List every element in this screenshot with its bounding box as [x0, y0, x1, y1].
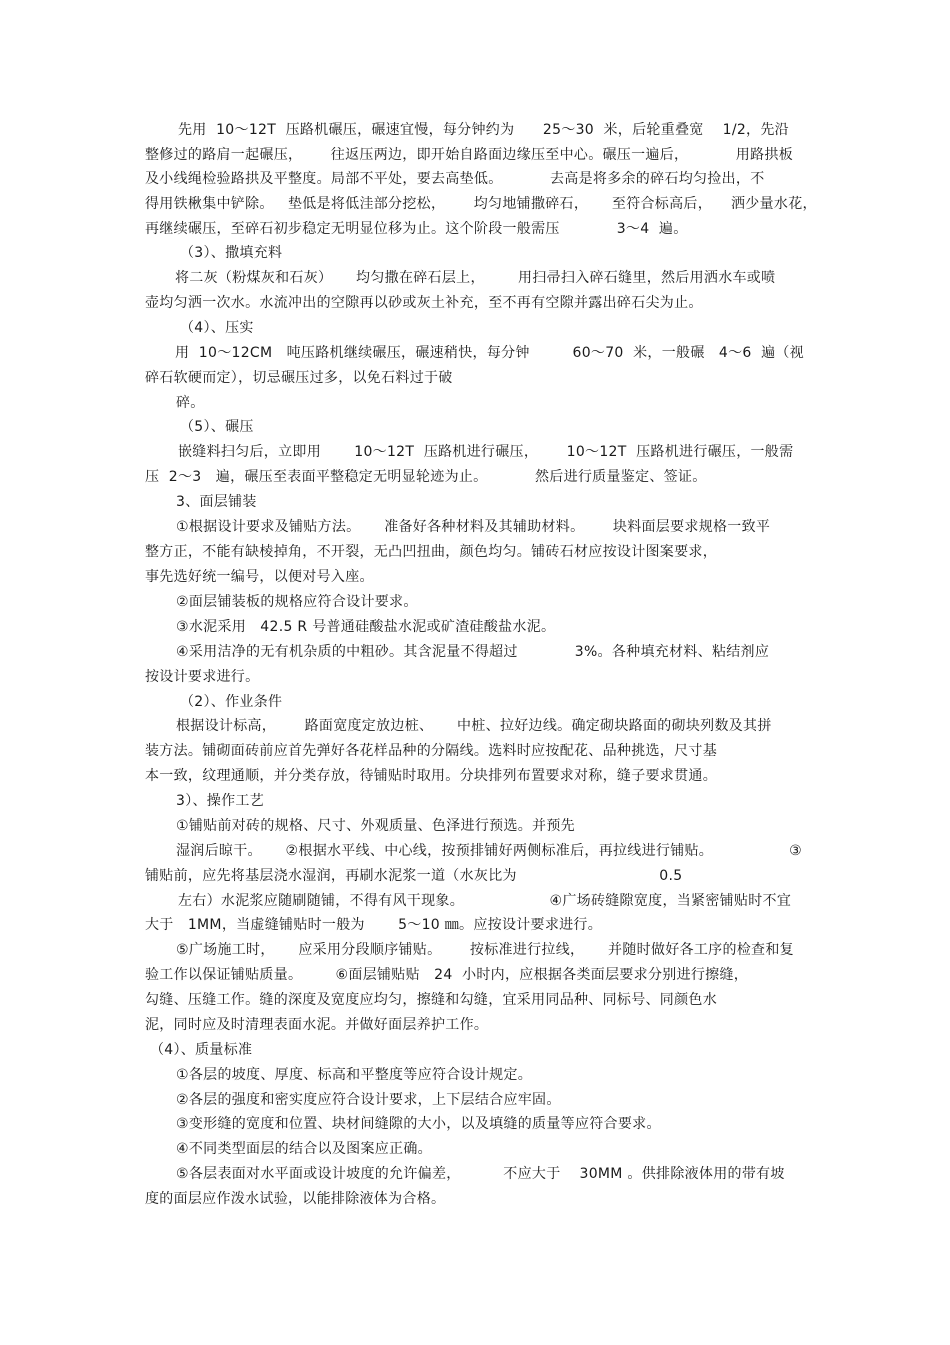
text-line: 碎石软硬而定），切忌碾压过多，以免石料过于破: [145, 370, 453, 386]
text-line: 铺贴前，应先将基层浇水湿润，再刷水泥浆一道（水灰比为 0.5: [145, 868, 683, 884]
text-line: ④不同类型面层的结合以及图案应正确。: [176, 1141, 432, 1157]
text-line: 嵌缝料扫匀后，立即用 10～12T 压路机进行碾压， 10～12T 压路机进行碾压，一般需: [178, 444, 794, 460]
text-line: 再继续碾压，至碎石初步稳定无明显位移为止。这个阶段一般需压 3～4 遍。: [145, 221, 688, 237]
text-line: 大于 1MM，当虚缝铺贴时一般为 5～10 ㎜。应按设计要求进行。: [145, 917, 603, 933]
text-line: ②各层的强度和密实度应符合设计要求，上下层结合应牢固。: [176, 1092, 561, 1108]
text-line: 按设计要求进行。: [145, 669, 260, 685]
text-line: 得用铁楸集中铲除。 垫低是将低洼部分挖松， 均匀地铺撒碎石， 至符合标高后， 洒少量水花，: [145, 196, 817, 212]
text-line: 度的面层应作泼水试验，以能排除液体为合格。: [145, 1191, 446, 1207]
text-line: 湿润后晾干。 ②根据水平线、中心线，按预排铺好两侧标准后，再拉线进行铺贴。 ③: [176, 843, 802, 859]
section-heading: （3）、撒填充料: [180, 245, 283, 261]
section-heading: 3）、操作工艺: [176, 793, 265, 809]
text-line: ⑤广场施工时， 应采用分段顺序铺贴。 按标准进行拉线， 并随时做好各工序的检查和复: [176, 942, 794, 958]
text-line: ①根据设计要求及铺贴方法。 准备好各种材料及其辅助材料。 块料面层要求规格一致平: [176, 519, 771, 535]
section-heading: 3、面层铺装: [176, 494, 257, 510]
section-heading: （2）、作业条件: [180, 694, 283, 710]
section-heading: （4）、压实: [180, 320, 254, 336]
text-line: 本一致，纹理通顺，并分类存放，待铺贴时取用。分块排列布置要求对称，缝子要求贯通。: [145, 768, 717, 784]
section-heading: （5）、碾压: [180, 419, 254, 435]
text-line: ③变形缝的宽度和位置、块材间缝隙的大小，以及填缝的质量等应符合要求。: [176, 1116, 661, 1132]
text-line: 将二灰（粉煤灰和石灰） 均匀撒在碎石层上， 用扫帚扫入碎石缝里，然后用洒水车或喷: [175, 270, 776, 286]
text-line: ⑤各层表面对水平面或设计坡度的允许偏差， 不应大于 30MM 。供排除液体用的带有坡: [176, 1166, 785, 1182]
text-line: ④采用洁净的无有机杂质的中粗砂。其含泥量不得超过 3%。各种填充材料、粘结剂应: [176, 644, 770, 660]
text-line: 压 2～3 遍，碾压至表面平整稳定无明显轮迹为止。 然后进行质量鉴定、签证。: [145, 469, 707, 485]
text-line: 碎。: [176, 395, 205, 411]
text-line: ①各层的坡度、厚度、标高和平整度等应符合设计规定。: [176, 1067, 533, 1083]
text-line: ①铺贴前对砖的规格、尺寸、外观质量、色泽进行预选。并预先: [176, 818, 575, 834]
text-line: 整修过的路肩一起碾压， 往返压两边，即开始自路面边缘压至中心。碾压一遍后， 用路拱板: [145, 147, 793, 163]
text-line: ③水泥采用 42.5 R 号普通硅酸盐水泥或矿渣硅酸盐水泥。: [176, 619, 556, 635]
text-line: 左右）水泥浆应随刷随铺，不得有风干现象。 ④广场砖缝隙宽度，当紧密铺贴时不宜: [178, 893, 792, 909]
text-line: 先用 10～12T 压路机碾压，碾速宜慢，每分钟约为 25～30 米，后轮重叠宽 1/2，先沿: [178, 122, 789, 138]
text-line: 及小线绳检验路拱及平整度。局部不平处，要去高垫低。 去高是将多余的碎石均匀捡出，不: [145, 171, 765, 187]
text-line: 事先选好统一编号，以便对号入座。: [145, 569, 374, 585]
text-line: 壶均匀洒一次水。水流冲出的空隙再以砂或灰土补充，至不再有空隙并露出碎石尖为止。: [145, 295, 703, 311]
text-line: 验工作以保证铺贴质量。 ⑥面层铺贴贴 24 小时内，应根据各类面层要求分别进行擦缝，: [145, 967, 749, 983]
text-line: 根据设计标高， 路面宽度定放边桩、 中桩、拉好边线。确定砌块路面的砌块列数及其拼: [176, 718, 772, 734]
section-heading: （4）、质量标准: [150, 1042, 253, 1058]
text-line: 装方法。铺砌面砖前应首先弹好各花样品种的分隔线。选料时应按配花、品种挑选，尺寸基: [145, 743, 717, 759]
text-line: 整方正，不能有缺棱掉角，不开裂，无凸凹扭曲，颜色均匀。铺砖石材应按设计图案要求，: [145, 544, 717, 560]
text-line: 用 10～12CM 吨压路机继续碾压，碾速稍快，每分钟 60～70 米，一般碾 4～6 遍（视: [175, 345, 804, 361]
text-line: 勾缝、压缝工作。缝的深度及宽度应均匀，擦缝和勾缝，宜采用同品种、同标号、同颜色水: [145, 992, 717, 1008]
text-line: 泥，同时应及时清理表面水泥。并做好面层养护工作。: [145, 1017, 489, 1033]
text-line: ②面层铺装板的规格应符合设计要求。: [176, 594, 418, 610]
